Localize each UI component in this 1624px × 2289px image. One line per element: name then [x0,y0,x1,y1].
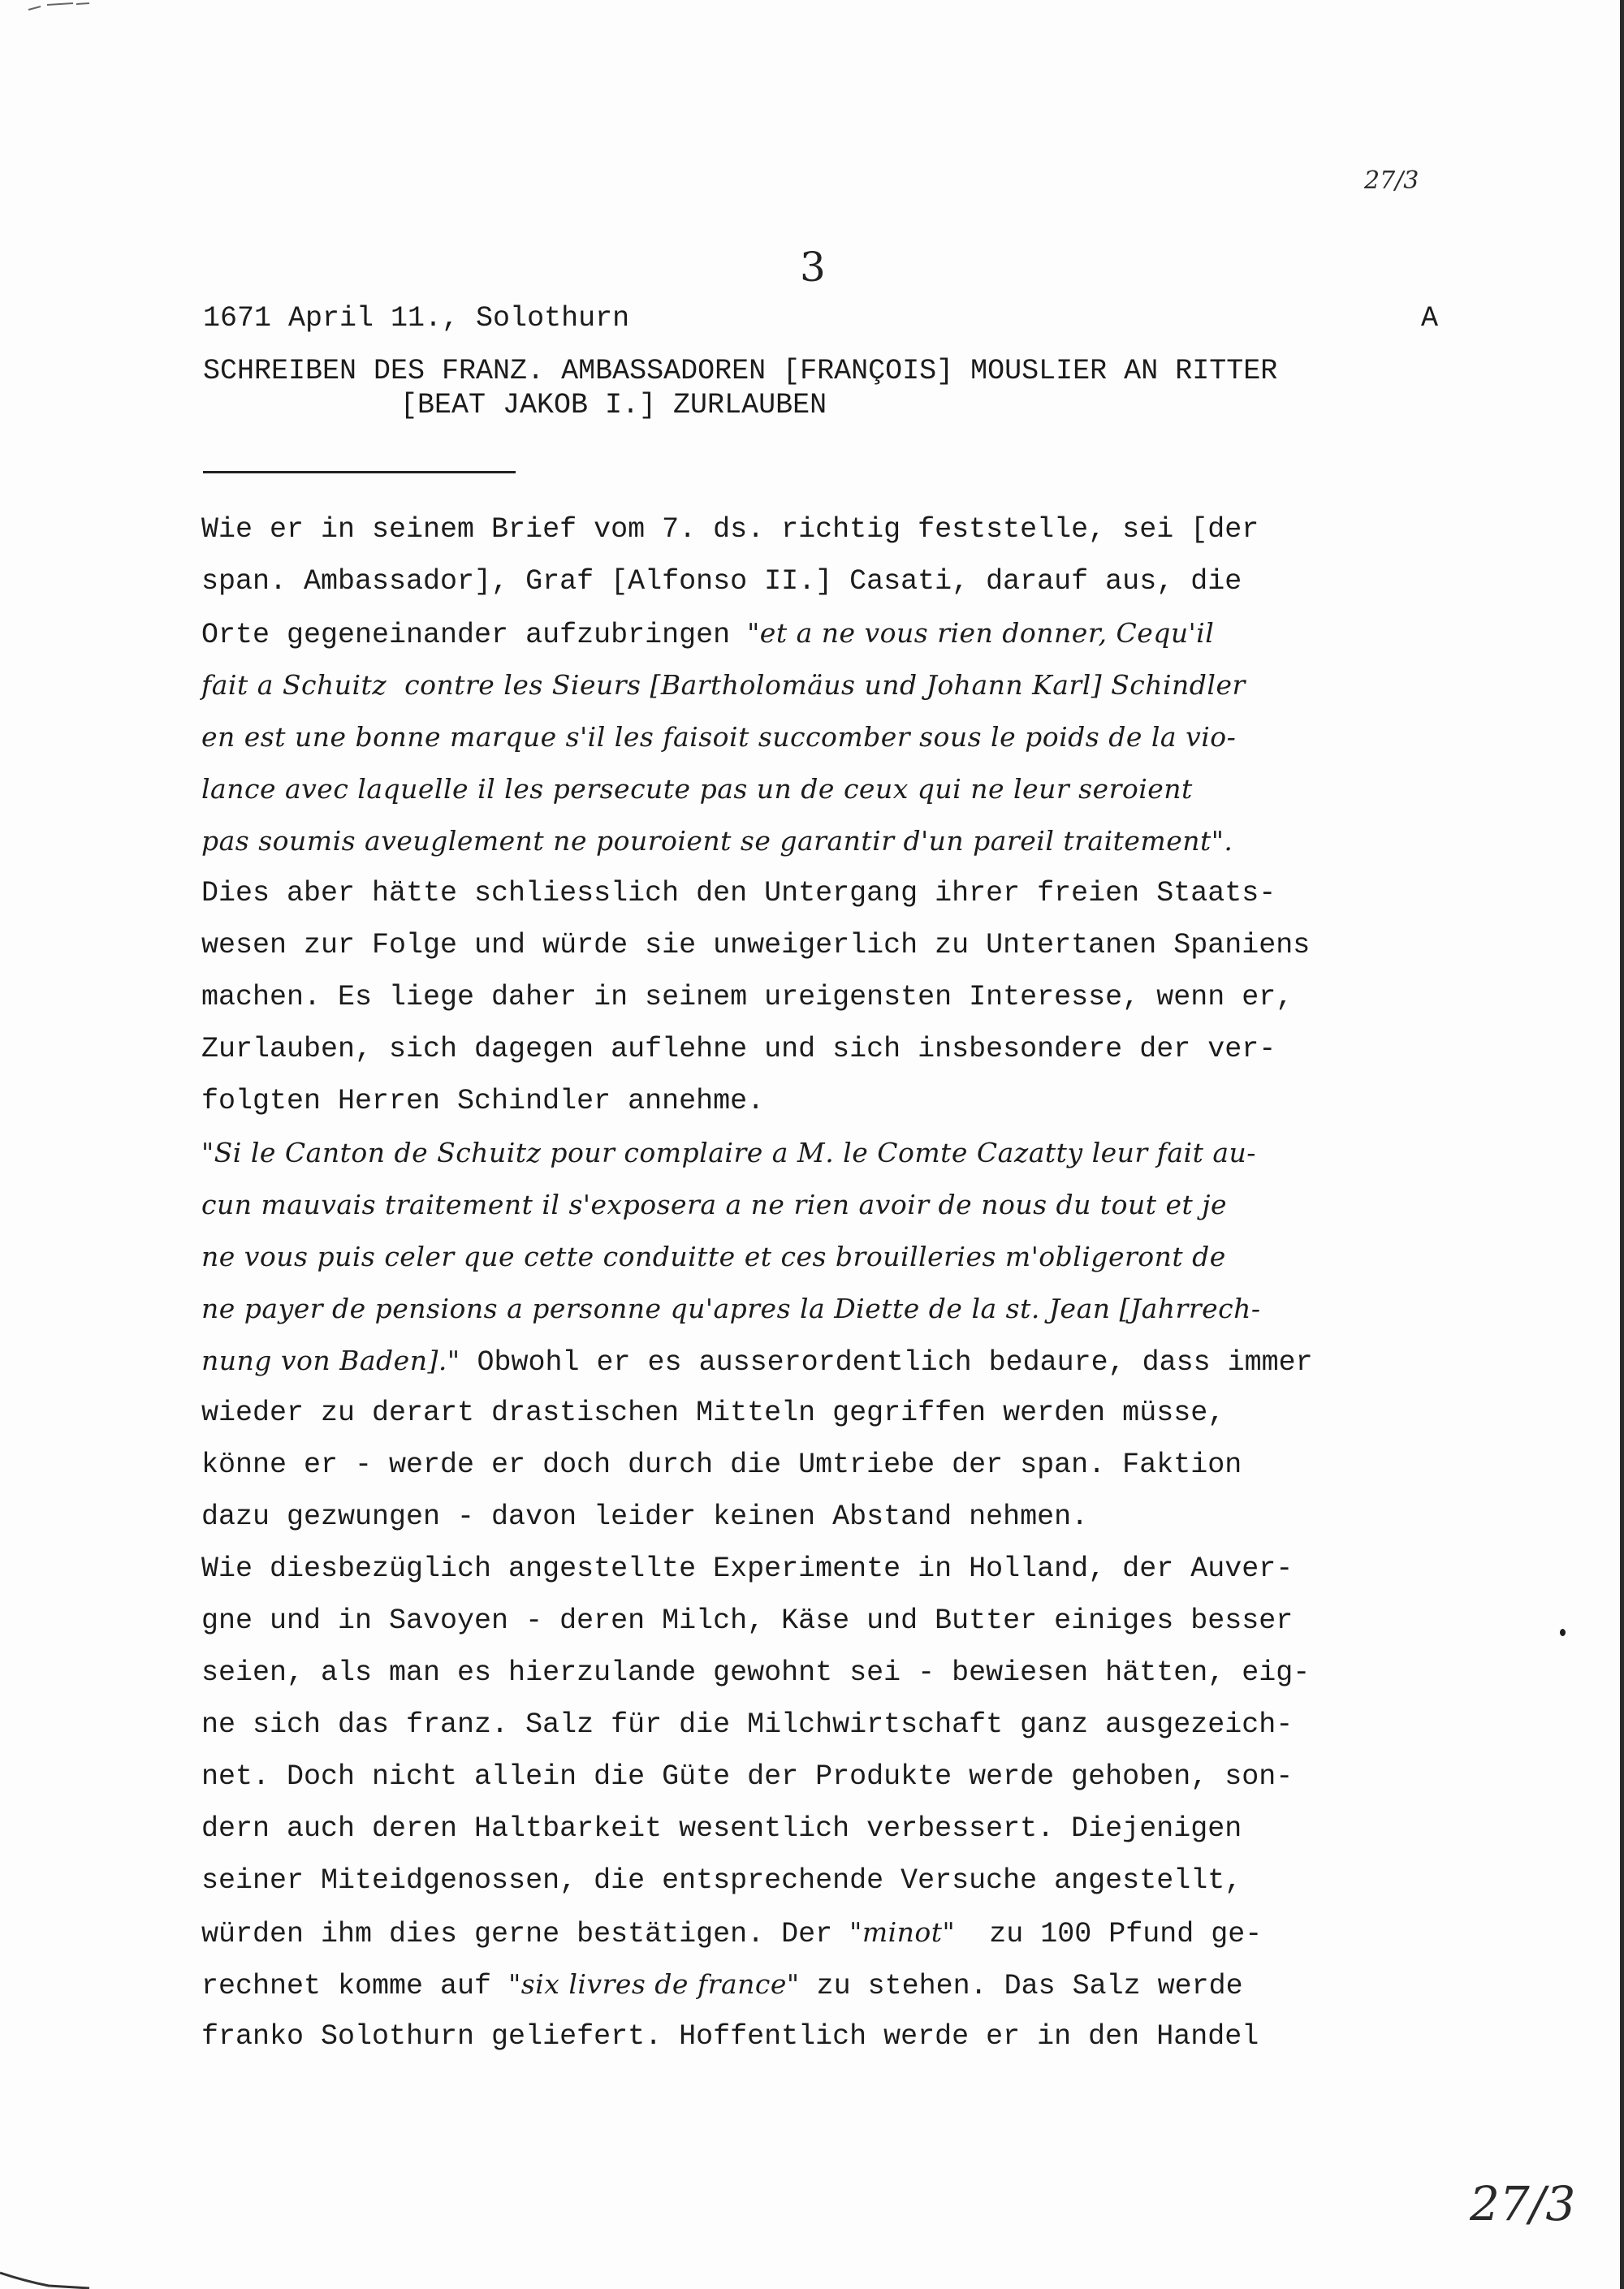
quote-segment: "et a ne vous rien donner, Cequ'il [747,617,1215,649]
text-line [201,1907,1501,1959]
text-segment: rechnet komme auf [201,1970,509,2002]
quote-line: ne payer de pensions a personne qu'apres la Diette de la st. Jean [Jahrrech- [201,1293,1261,1324]
scan-mark-bottom [0,2257,97,2289]
text-line [201,607,1501,659]
quote-segment: nung von Baden]." [201,1345,460,1376]
text-line: dazu gezwungen - davon leider keinen Abstand nehmen. [201,1501,1089,1533]
text-segment: zu 100 Pfund ge- [955,1918,1263,1950]
text-line: gne und in Savoyen - deren Milch, Käse und Butter einiges besser [201,1604,1294,1637]
quote-line: en est une bonne marque s'il les faisoit succomber sous le poids de la vio- [201,721,1237,753]
separator-rule [203,471,516,473]
speck-dot [1560,1629,1566,1636]
text-line: wesen zur Folge und würde sie unweigerlich zu Untertanen Spaniens [201,929,1311,961]
text-line: machen. Es liege daher in seinem ureigensten Interesse, wenn er, [201,981,1294,1013]
handwritten-reference: 27/3 [1470,2176,1576,2231]
regest-text [201,503,1501,2062]
text-segment: zu stehen. Das Salz werde [799,1970,1243,2002]
quote-line: pas soumis aveuglement ne pouroient se garantir d'un pareil traitement". [201,825,1233,857]
quote-segment: "six livres de france" [508,1968,800,2000]
page-edge [1620,0,1624,2289]
archive-reference: 27/3 [1364,166,1419,195]
text-line [201,1335,1501,1387]
quote-line: fait a Schuitz contre les Sieurs [Bartholomäus und Johann Karl] Schindler [201,669,1246,701]
text-line: dern auch deren Haltbarkeit wesentlich verbessert. Diejenigen [201,1812,1242,1845]
quote-line: ne vous puis celer que cette conduitte et ces brouilleries m'obligeront de [201,1241,1226,1272]
text-line: wieder zu derart drastischen Mitteln gegriffen werden müsse, [201,1397,1225,1429]
text-line: span. Ambassador], Graf [Alfonso II.] Casati, darauf aus, die [201,565,1242,598]
text-line: seiner Miteidgenossen, die entsprechende Versuche angestellt, [201,1864,1242,1897]
text-line: Zurlauben, sich dagegen auflehne und sich insbesondere der ver- [201,1033,1276,1065]
text-line: Dies aber hätte schliesslich den Untergang ihrer freien Staats- [201,877,1276,909]
document-type: A [1421,302,1439,335]
scan-mark-top [24,0,122,32]
text-line: könne er - werde er doch durch die Umtriebe der span. Faktion [201,1449,1242,1481]
text-line: net. Doch nicht allein die Güte der Produkte werde gehoben, son- [201,1760,1294,1793]
document-number: 3 [800,244,826,291]
quote-line: "Si le Canton de Schuitz pour complaire a M. le Comte Cazatty leur fait au- [201,1137,1256,1168]
quote-line: cun mauvais traitement il s'exposera a ne rien avoir de nous du tout et je [201,1189,1228,1220]
text-line: ne sich das franz. Salz für die Milchwirtschaft ganz ausgezeich- [201,1708,1294,1741]
text-segment: würden ihm dies gerne bestätigen. Der [201,1918,850,1950]
text-line: franko Solothurn geliefert. Hoffentlich werde er in den Handel [201,2020,1259,2053]
quote-line: lance avec laquelle il les persecute pas un de ceux qui ne leur seroient [201,773,1193,805]
text-line: seien, als man es hierzulande gewohnt sei - bewiesen hätten, eig- [201,1656,1311,1689]
text-line: folgten Herren Schindler annehme. [201,1085,765,1117]
text-line: Wie er in seinem Brief vom 7. ds. richtig feststelle, sei [der [201,513,1259,546]
text-segment: Orte gegeneinander aufzubringen [201,619,748,651]
date-place: 1671 April 11., Solothurn [203,302,630,335]
quote-segment: "minot" [849,1916,956,1948]
text-segment: Obwohl er es ausserordentlich bedaure, dass immer [460,1346,1313,1379]
text-line: Wie diesbezüglich angestellte Experimente in Holland, der Auver- [201,1553,1294,1585]
document-title-line-1: SCHREIBEN DES FRANZ. AMBASSADOREN [FRANÇOIS] MOUSLIER AN RITTER [203,355,1278,387]
document-title-line-2: [BEAT JAKOB I.] ZURLAUBEN [400,389,827,421]
text-line [201,1959,1501,2010]
